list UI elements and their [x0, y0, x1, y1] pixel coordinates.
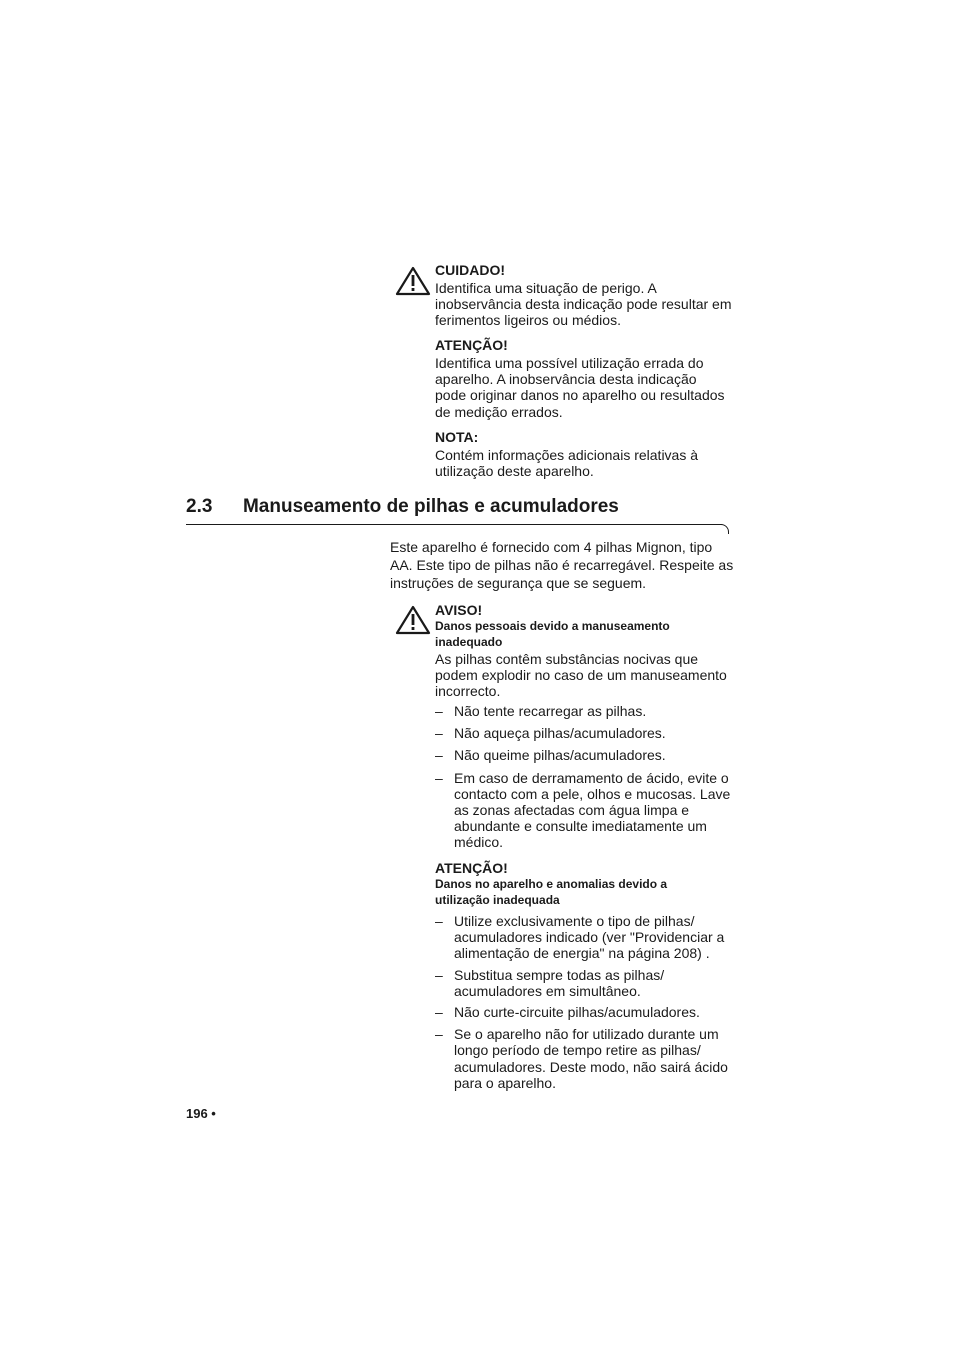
- list-item: – Não queime pilhas/acumuladores.: [435, 747, 735, 763]
- section-rule-corner: [720, 524, 729, 534]
- list-item: – Utilize exclusivamente o tipo de pilhas/ acumuladores indicado (ver "Providenciar a alimentação de energia" na página 208) .: [435, 913, 735, 962]
- section-number: 2.3: [186, 496, 213, 517]
- aviso-list: [435, 703, 735, 851]
- nota-label: NOTA:: [435, 429, 479, 445]
- warning-triangle-icon: [395, 605, 431, 635]
- list-item: – Se o aparelho não for utilizado durante um longo período de tempo retire as pilhas/ acumuladores. Deste modo, não sairá ácido para o aparelho.: [435, 1026, 735, 1091]
- section-title: Manuseamento de pilhas e acumuladores: [242, 496, 619, 517]
- cuidado-label: CUIDADO!: [435, 262, 505, 278]
- list-item: – Substitua sempre todas as pilhas/ acumuladores em simultâneo.: [435, 967, 735, 999]
- atencao-subtitle: Danos no aparelho e anomalias devido a utilização inadequada: [435, 877, 668, 907]
- page-number: 196 •: [186, 1106, 216, 1121]
- aviso-label: AVISO!: [435, 602, 483, 618]
- list-item: – Não aqueça pilhas/acumuladores.: [435, 725, 735, 741]
- aviso-text: As pilhas contêm substâncias nocivas que podem explodir no caso de um manuseamento incorrecto.: [435, 651, 727, 700]
- section-heading: [186, 496, 619, 518]
- list-item: – Em caso de derramamento de ácido, evite o contacto com a pele, olhos e mucosas. Lave as zonas afectadas com água limpa e abundante e consulte imediatamente um médico.: [435, 770, 735, 851]
- aviso-subtitle: Danos pessoais devido a manuseamento inadequado: [435, 619, 670, 649]
- cuidado-text: Identifica uma situação de perigo. A inobservância desta indicação pode resultar em ferimentos ligeiros ou médios.: [435, 280, 732, 329]
- nota-text: Contém informações adicionais relativas à utilização deste aparelho.: [435, 447, 699, 480]
- atencao-text: Identifica uma possível utilização errada do aparelho. A inobservância desta indicação pode originar danos no aparelho ou resultados de medição errados.: [435, 355, 725, 420]
- list-item: – Não curte-circuite pilhas/acumuladores.: [435, 1004, 735, 1020]
- warning-triangle-icon: [395, 266, 431, 296]
- atencao-label: ATENÇÃO!: [435, 860, 508, 876]
- intro-paragraph: Este aparelho é fornecido com 4 pilhas Mignon, tipo AA. Este tipo de pilhas não é recarregável. Respeite as instruções de segurança que se seguem.: [390, 539, 734, 591]
- list-item: – Não tente recarregar as pilhas.: [435, 703, 735, 719]
- atencao-list: [435, 913, 735, 1091]
- section-rule: [186, 524, 722, 525]
- atencao-label: ATENÇÃO!: [435, 337, 508, 353]
